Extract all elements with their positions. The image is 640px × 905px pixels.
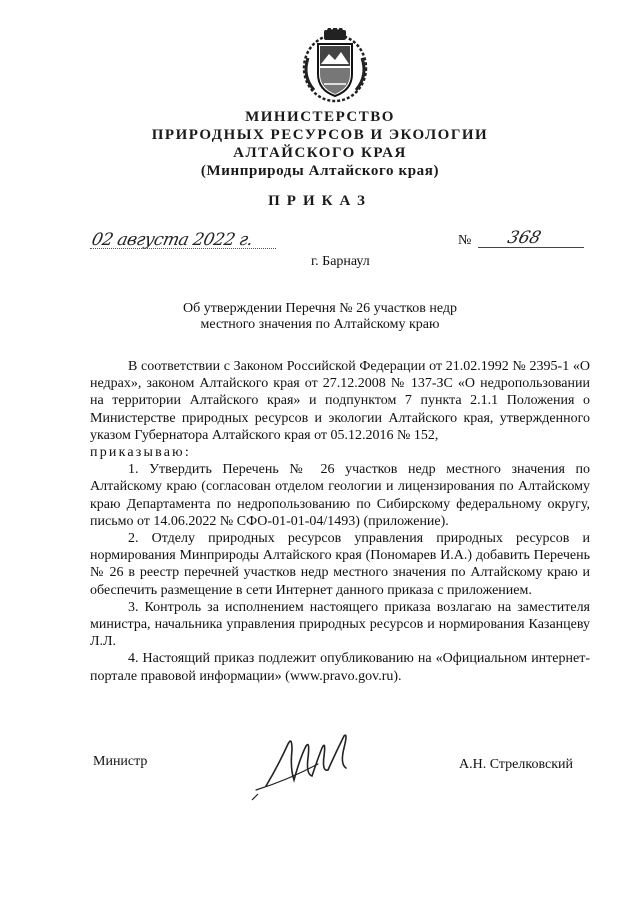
signer-name: А.Н. Стрелковский <box>459 757 573 772</box>
order-item-2: 2. Отделу природных ресурсов управления природных ресурсов и нормирования Минприроды Алтайского края (Пономарев И.А.) добавить Перечень № 26 в реестр перечней участков недр местного значения по Алтайскому краю и обеспечить размещение в сети Интернет данного приказа с приложением. <box>90 531 590 598</box>
coat-of-arms-icon <box>296 28 374 104</box>
decree-word: приказываю: <box>90 445 191 461</box>
number-label: № <box>458 233 472 248</box>
ministry-name-line3: АЛТАЙСКОГО КРАЯ <box>233 145 407 161</box>
ministry-name-line1: МИНИСТЕРСТВО <box>245 109 395 125</box>
ministry-header <box>0 108 640 180</box>
signer-position: Министр <box>93 754 148 769</box>
order-item-4: 4. Настоящий приказ подлежит опубликованию на «Официальном интернет-портале правовой информации» (www.pravo.gov.ru). <box>90 651 590 684</box>
signature-icon <box>248 728 368 804</box>
number-underline <box>478 247 584 248</box>
document-type-title: ПРИКАЗ <box>268 193 372 209</box>
ministry-short-name: (Минприроды Алтайского края) <box>200 163 440 179</box>
order-body <box>90 358 590 685</box>
preamble-paragraph: В соответствии с Законом Российской Федерации от 21.02.1992 № 2395-1 «О недрах», законом Алтайского края от 27.12.2008 № 137-ЗС «О недропользовании на территории Алтайского края» и подпунктом 7 пункта 2.1.1 Положения о Министерстве природных ресурсов и экологии Алтайского края, утвержденного указом Губернатора Алтайского края от 05.12.2016 № 152, <box>90 359 590 443</box>
subject-line1: Об утверждении Перечня № 26 участков недр <box>182 301 458 316</box>
order-item-1: 1. Утвердить Перечень № 26 участков недр местного значения по Алтайскому краю (согласован отделом геологии и лицензирования по Алтайскому краю Департамента по недропользованию по Сибирскому федеральному округу, письмо от 14.06.2022 № СФО-01-01-04/1493) (приложение). <box>90 462 590 529</box>
date-underline <box>90 248 276 249</box>
city-label: г. Барнаул <box>311 254 370 269</box>
handwritten-date: 02 августа 2022 г. <box>89 230 255 250</box>
order-item-3: 3. Контроль за исполнением настоящего приказа возлагаю на заместителя министра, начальника управления природных ресурсов и нормирования Казанцеву Л.Л. <box>90 599 590 650</box>
subject-line2: местного значения по Алтайскому краю <box>200 317 440 332</box>
order-subject <box>0 301 640 333</box>
handwritten-number: 368 <box>505 228 544 248</box>
ministry-name-line2: ПРИРОДНЫХ РЕСУРСОВ И ЭКОЛОГИИ <box>151 127 489 143</box>
